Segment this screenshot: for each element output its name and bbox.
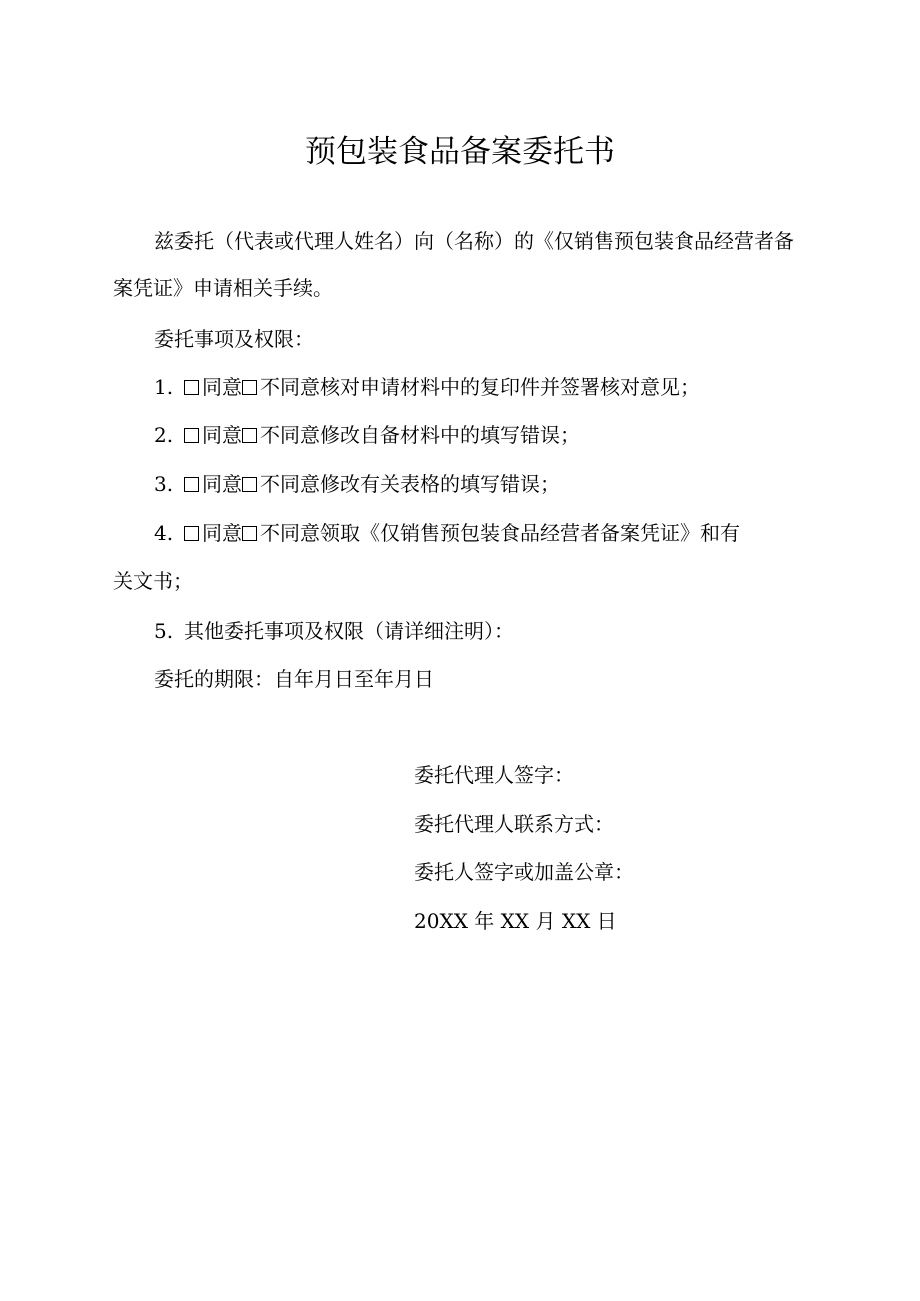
authority-item-4-continued: 关文书； (113, 569, 193, 593)
authority-item-4 (154, 519, 740, 547)
item-text: 领取《仅销售预包装食品经营者备案凭证》和有 (320, 521, 740, 545)
document-title: 预包装食品备案委托书 (305, 134, 615, 170)
disagree-label: 不同意 (260, 423, 320, 447)
disagree-checkbox[interactable] (242, 526, 257, 541)
agent-contact-line: 委托代理人联系方式： (414, 812, 614, 836)
authority-item-3 (154, 470, 560, 498)
disagree-label: 不同意 (260, 375, 320, 399)
principal-signature-line: 委托人签字或加盖公章： (414, 860, 634, 884)
authority-item-1 (154, 373, 700, 401)
signature-date: 20XX 年 XX 月 XX 日 (414, 909, 617, 933)
agree-checkbox[interactable] (184, 428, 199, 443)
agree-label: 同意 (202, 423, 242, 447)
authority-item-5 (154, 617, 514, 645)
disagree-label: 不同意 (260, 521, 320, 545)
scope-heading: 委托事项及权限： (154, 327, 314, 351)
item-text: 修改自备材料中的填写错误； (320, 423, 580, 447)
item-text: 修改有关表格的填写错误； (320, 472, 560, 496)
agent-signature-line: 委托代理人签字： (414, 763, 574, 787)
item-text: 核对申请材料中的复印件并签署核对意见； (320, 375, 700, 399)
item-number: 3. (154, 472, 174, 496)
agree-label: 同意 (202, 521, 242, 545)
disagree-checkbox[interactable] (242, 380, 257, 395)
agree-checkbox[interactable] (184, 380, 199, 395)
disagree-label: 不同意 (260, 472, 320, 496)
item-number: 1. (154, 375, 174, 399)
disagree-checkbox[interactable] (242, 477, 257, 492)
disagree-checkbox[interactable] (242, 428, 257, 443)
item-number: 5. (154, 619, 174, 643)
authority-item-2 (154, 421, 580, 449)
agree-checkbox[interactable] (184, 526, 199, 541)
agree-label: 同意 (202, 375, 242, 399)
item-number: 2. (154, 423, 174, 447)
intro-paragraph: 兹委托（代表或代理人姓名）向（名称）的《仅销售预包装食品经营者备案凭证》申请相关手续。 (113, 229, 794, 300)
delegation-period: 委托的期限：自年月日至年月日 (154, 667, 434, 691)
item-text: 其他委托事项及权限（请详细注明）： (184, 619, 514, 643)
agree-label: 同意 (202, 472, 242, 496)
item-number: 4. (154, 521, 174, 545)
agree-checkbox[interactable] (184, 477, 199, 492)
